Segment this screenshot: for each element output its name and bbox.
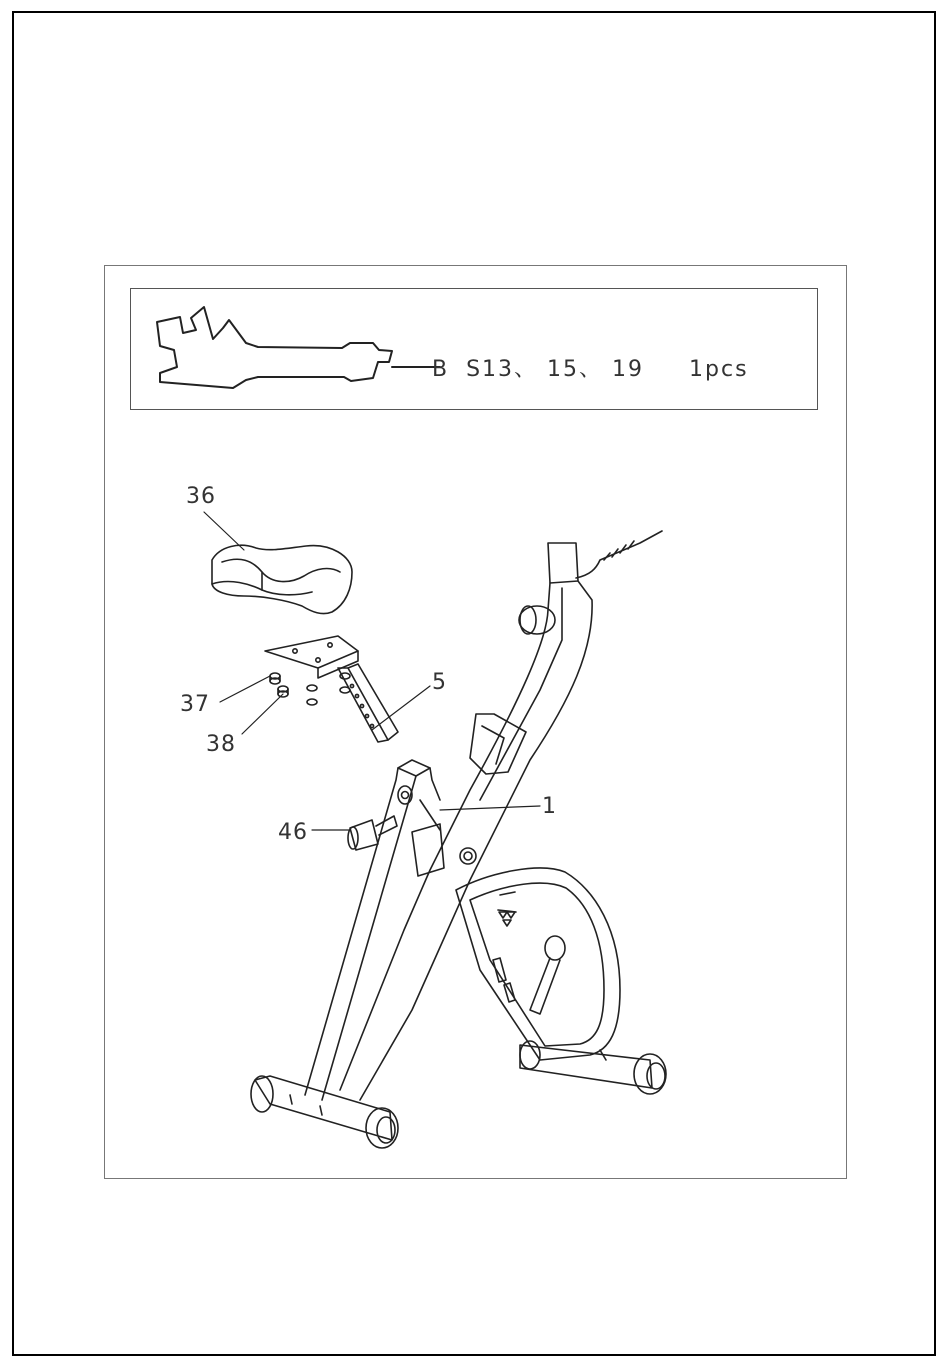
callout-37: 37: [180, 692, 210, 717]
nuts-washers: [270, 673, 350, 705]
callout-1: 1: [542, 794, 557, 819]
callout-36: 36: [186, 484, 216, 509]
bike-frame: [251, 531, 666, 1148]
tool-quantity: 1pcs: [689, 357, 749, 382]
callout-46: 46: [278, 820, 308, 845]
wrench-icon: [157, 307, 440, 388]
tool-letter: B: [432, 357, 450, 382]
tool-spec: S13、 15、 19: [466, 357, 645, 382]
saddle: [212, 545, 352, 613]
tool-spec-line: [432, 352, 757, 383]
adjustment-knob: [348, 786, 412, 850]
callout-38: 38: [206, 732, 236, 757]
callout-5: 5: [432, 670, 447, 695]
